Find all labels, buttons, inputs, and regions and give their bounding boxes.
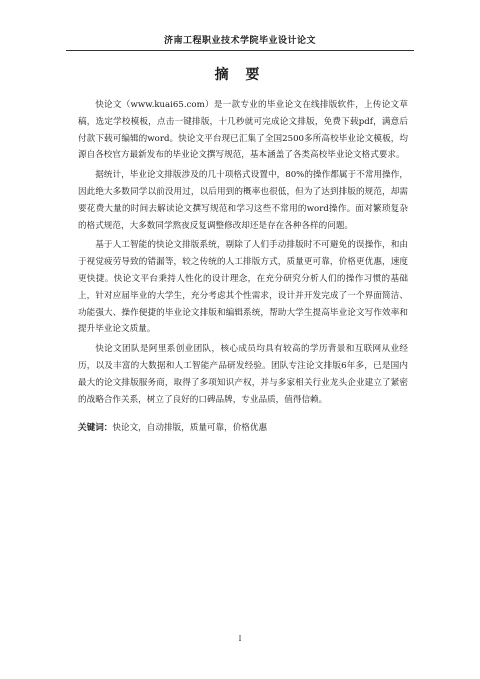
- running-header: 济南工程职业技术学院毕业设计论文: [66, 33, 414, 51]
- abstract-paragraph-1: 快论文（www.kuai65.com）是一款专业的毕业论文在线排版软件，上传论文草稿，选定学校模板，点击一键排版，十几秒就可完成论文排版，免费下载pdf，满意后付款下载可编辑的word。快论文平台现已汇集了全国2500多所高校毕业论文模板，均源自各校官方最新发布的毕业论文撰写规范，基本涵盖了各类高校毕业论文格式要求。: [78, 100, 408, 161]
- abstract-title: 摘 要: [214, 67, 266, 83]
- abstract-paragraph-3: 基于人工智能的快论文排版系统，剔除了人们手动排版时不可避免的误操作，和由于视觉疲劳导致的错漏等，较之传统的人工排版方式，质量更可靠，价格更优惠，速度更快捷。快论文平台秉持人性化的设计理念，在充分研究分析人们的操作习惯的基础上，针对应届毕业的大学生，充分考虑其个性需求，设计并开发完成了一个界面简洁、功能强大、操作便捷的毕业论文排版和编辑系统，帮助大学生提高毕业论文写作效率和提升毕业论文质量。: [78, 240, 408, 335]
- keywords-label: 关键词：: [78, 423, 113, 434]
- abstract-body: [78, 97, 408, 436]
- keywords-text: 快论文，自动排版，质量可靠，价格优惠: [112, 423, 268, 434]
- abstract-paragraph-4: 快论文团队是阿里系创业团队，核心成员均具有较高的学历背景和互联网从业经历，以及丰富的大数据和人工智能产品研发经验。团队专注论文排版6年多，已是国内最大的论文排版服务商，取得了多项知识产权，并与多家相关行业龙头企业建立了紧密的战略合作关系，树立了良好的口碑品牌，专业品质，值得信赖。: [78, 344, 408, 405]
- keywords-line: [78, 420, 408, 436]
- abstract-paragraph-2: 据统计，毕业论文排版涉及的几十项格式设置中，80%的操作都属于不常用操作，因此绝大多数同学以前没用过，以后用到的概率也很低，但为了达到排版的规范，却需要花费大量的时间去解读论文撰写规范和学习这些不常用的word操作。面对繁琐复杂的格式规范，大多数同学熬夜反复调整修改却还是存在各种各样的问题。: [78, 170, 408, 231]
- page-number: I: [238, 635, 242, 643]
